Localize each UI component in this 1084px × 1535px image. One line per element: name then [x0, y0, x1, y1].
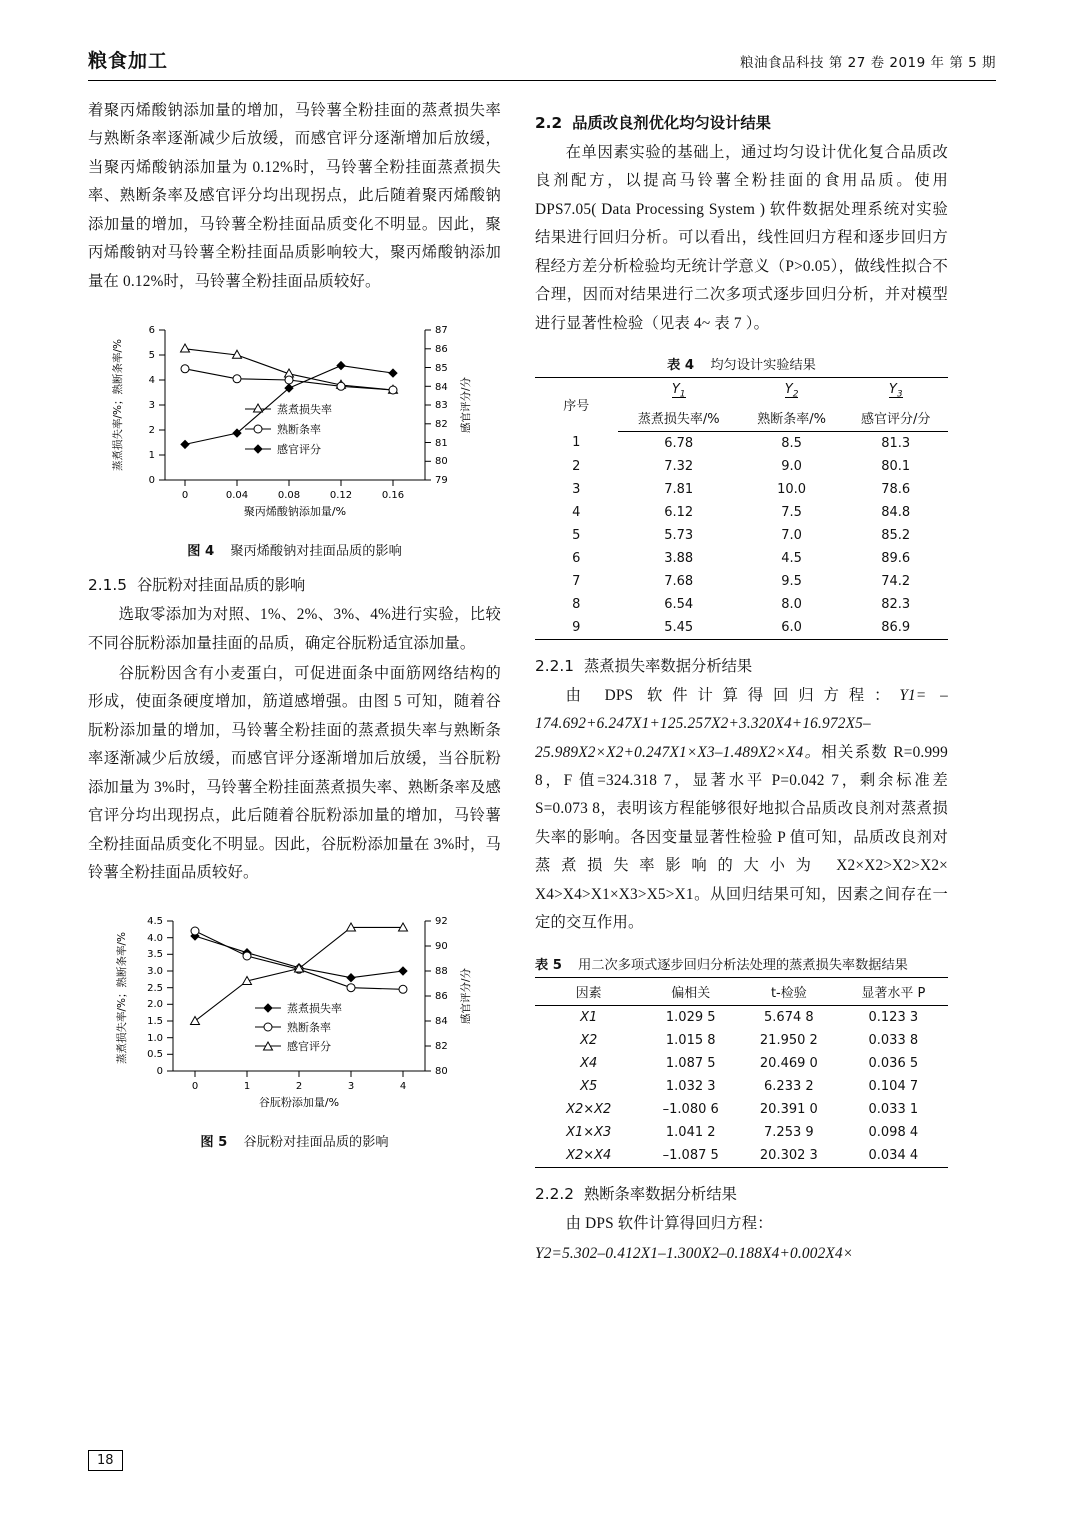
svg-text:1.5: 1.5 — [146, 1016, 163, 1028]
cell: 7.81 — [664, 481, 694, 497]
paragraph-222-1: 由 DPS 软件计算得回归方程： — [565, 1214, 773, 1232]
svg-text:3.0: 3.0 — [146, 966, 163, 978]
section-2-2-2-title: 熟断条率数据分析结果 — [583, 1184, 737, 1203]
svg-text:3: 3 — [347, 1081, 354, 1093]
svg-text:2: 2 — [148, 425, 155, 437]
cell: 80.1 — [881, 458, 911, 474]
svg-text:0: 0 — [156, 1066, 163, 1078]
svg-text:蒸煮损失率/%；熟断条率/%: 蒸煮损失率/%；熟断条率/% — [111, 339, 124, 472]
svg-text:79: 79 — [434, 475, 448, 487]
cell: 20.391 0 — [759, 1101, 818, 1117]
cell: X1×X3 — [566, 1124, 612, 1140]
cell: 8.0 — [781, 596, 802, 612]
cell: 4 — [572, 504, 581, 520]
cell: 0.098 4 — [868, 1124, 919, 1140]
figure-4-caption-text: 聚丙烯酸钠对挂面品质的影响 — [230, 544, 402, 560]
cell: 21.950 2 — [759, 1032, 818, 1048]
cell: X2×X4 — [535, 1144, 642, 1168]
table-row — [535, 501, 948, 524]
section-2-2-2-number: 2.2.2 — [535, 1184, 574, 1203]
cell: 85.2 — [881, 527, 911, 543]
svg-text:0.04: 0.04 — [225, 490, 248, 502]
cell: 0.033 8 — [868, 1032, 919, 1048]
cell: 3.88 — [664, 550, 694, 566]
svg-text:3.5: 3.5 — [146, 949, 163, 961]
cell: 1.041 2 — [665, 1124, 716, 1140]
table-4-header-y1: $Y_1$ — [618, 378, 740, 404]
table-5 — [535, 977, 948, 1168]
regression-formula-y1: Y1= –174.692+6.247X1+125.257X2+3.320X4+16.972X5–25.989X2×X2+0.247X1×X3–1.489X2×X4。 — [535, 686, 948, 761]
figure-4 — [88, 312, 501, 559]
table-4-header-y2: $Y_2$ — [740, 378, 844, 404]
figure-4-caption — [88, 540, 501, 559]
table-5-caption — [535, 954, 948, 973]
table-5-label: 表 5 — [535, 957, 562, 973]
svg-text:84: 84 — [434, 382, 448, 394]
cell: 0.034 4 — [839, 1144, 948, 1168]
figure-5-caption-text: 谷朊粉对挂面品质的影响 — [243, 1135, 389, 1151]
svg-text:0: 0 — [181, 490, 188, 502]
cell: 3 — [572, 481, 581, 497]
cell: 8 — [572, 596, 581, 612]
table-4 — [535, 377, 948, 640]
figure-5-label: 图 5 — [200, 1135, 228, 1151]
journal-section-title: 粮食加工 — [88, 50, 169, 72]
cell: 7 — [572, 573, 581, 589]
svg-text:2: 2 — [295, 1081, 302, 1093]
cell: 5.45 — [618, 616, 740, 640]
cell: 89.6 — [881, 550, 911, 566]
cell: 1.015 8 — [665, 1032, 716, 1048]
svg-text:蒸煮损失率: 蒸煮损失率 — [276, 403, 332, 417]
svg-text:92: 92 — [434, 916, 448, 928]
section-heading-2-2-2 — [535, 1182, 948, 1204]
table-5-header-p: 显著水平 P — [839, 977, 948, 1005]
table-4-subheader-y3: 感官评分/分 — [843, 404, 948, 432]
cell: 7.68 — [664, 573, 694, 589]
table-row — [535, 1029, 948, 1052]
section-2-1-5-title: 谷朊粉对挂面品质的影响 — [136, 576, 306, 595]
cell: 8.5 — [781, 435, 802, 451]
table-row — [535, 1098, 948, 1121]
section-2-1-5-number: 2.1.5 — [88, 576, 127, 595]
svg-text:81: 81 — [434, 438, 448, 450]
cell: 2 — [572, 458, 581, 474]
svg-text:1: 1 — [148, 450, 155, 462]
svg-text:0.16: 0.16 — [381, 490, 404, 502]
table-row — [535, 547, 948, 570]
cell: –1.080 6 — [662, 1101, 719, 1117]
svg-text:0.12: 0.12 — [329, 490, 352, 502]
cell: 86.9 — [843, 616, 948, 640]
svg-text:80: 80 — [434, 456, 448, 468]
paragraph-215-2: 谷朊粉因含有小麦蛋白，可促进面条中面筋网络结构的形成，使面条硬度增加，筋道感增强。由图 5 可知，随着谷朊粉添加量的增加，马铃薯全粉挂面的蒸煮损失率与熟断条率逐渐减少后放缓，而感官评分逐渐增加后放缓，当谷朊粉添加量为 3%时，马铃薯全粉挂面蒸煮损失率、熟断条率及感官评分均出现拐点，此后随着谷朊粉添加量的增加，马铃薯全粉挂面品质变化不明显。因此，谷朊粉添加量在 3%时，马铃薯全粉挂面品质较好。 — [88, 664, 501, 881]
section-heading-2-2-1 — [535, 654, 948, 676]
cell: 0.123 3 — [868, 1009, 919, 1025]
cell: 84.8 — [881, 504, 911, 520]
table-row — [535, 1005, 948, 1029]
cell: 7.0 — [781, 527, 802, 543]
cell: 78.6 — [881, 481, 911, 497]
table-row — [535, 1075, 948, 1098]
cell: 5.73 — [664, 527, 694, 543]
cell: 1 — [572, 435, 581, 451]
paragraph-221-1 — [535, 682, 948, 938]
table-5-header-ttest: t-检验 — [739, 977, 839, 1005]
figure-5 — [88, 903, 501, 1150]
paragraph-continuation: 着聚丙烯酸钠添加量的增加，马铃薯全粉挂面的蒸煮损失率与熟断条率逐渐减少后放缓，而感官评分逐渐增加后放缓，当聚丙烯酸钠添加量为 0.12%时，马铃薯全粉挂面蒸煮损失率、熟断条率及感官评分均出现拐点，此后随着聚丙烯酸钠添加量的增加，马铃薯全粉挂面品质变化不明显。因此，聚丙烯酸钠对马铃薯全粉挂面品质影响较大，聚丙烯酸钠添加量在 0.12%时，马铃薯全粉挂面品质较好。 — [88, 102, 501, 290]
table-row — [535, 431, 948, 455]
regression-discussion: 相关系数 R=0.999 8，F 值=324.318 7，显著水平 P=0.042 7，剩余标准差 S=0.073 8，表明该方程能够很好地拟合品质改良剂对蒸煮损失率的影响。各因变量显著性检验 P 值可知，品质改良剂对蒸煮损失率影响的大小为 X2×X2>X2>X2× X4>X4>X1×X3>X5>X1。从回归结果可知，因素之间存在一定的交互作用。 — [535, 743, 948, 932]
page-header — [88, 46, 996, 81]
cell: 7.5 — [781, 504, 802, 520]
cell: X2 — [580, 1032, 598, 1048]
table-4-subheader-y2: 熟断条率/% — [740, 404, 844, 432]
svg-text:87: 87 — [434, 325, 448, 337]
svg-text:0.5: 0.5 — [146, 1049, 163, 1061]
svg-text:感官评分/分: 感官评分/分 — [459, 377, 472, 434]
table-row — [535, 570, 948, 593]
section-2-2-1-number: 2.2.1 — [535, 656, 574, 675]
svg-text:0: 0 — [191, 1081, 198, 1093]
cell: 6.12 — [664, 504, 694, 520]
cell: X2×X2 — [566, 1101, 612, 1117]
cell: 5.674 8 — [764, 1009, 814, 1025]
paragraph-22-1: 在单因素实验的基础上，通过均匀设计优化复合品质改良剂配方，以提高马铃薯全粉挂面的食用品质。使用 DPS7.05( Data Processing System ) 软件数据处理系统对实验结果进行回归分析。可以看出，线性回归方程和逐步回归方程经方差分析检验均无统计学意义（P>0.05），做线性拟合不合理，因而对结果进行二次多项式逐步回归分析，并对模型进行显著性检验（见表 4~ 表 7 ）。 — [535, 144, 948, 332]
cell: 74.2 — [881, 573, 911, 589]
cell: 1.087 5 — [665, 1055, 716, 1071]
table-row — [535, 524, 948, 547]
svg-text:82: 82 — [434, 419, 448, 431]
svg-text:0.08: 0.08 — [277, 490, 300, 502]
svg-text:2.0: 2.0 — [146, 999, 163, 1011]
figure-4-label: 图 4 — [187, 544, 215, 560]
table-row — [535, 616, 948, 640]
figure-5-caption — [88, 1131, 501, 1150]
table-row — [535, 593, 948, 616]
cell: 6.78 — [664, 435, 694, 451]
cell: 20.302 3 — [739, 1144, 839, 1168]
table-5-caption-text: 用二次多项式逐步回归分析法处理的蒸煮损失率数据结果 — [578, 957, 908, 973]
figure-5-chart — [95, 903, 495, 1123]
cell: 5 — [572, 527, 581, 543]
svg-text:谷朊粉添加量/%: 谷朊粉添加量/% — [258, 1096, 339, 1110]
cell: 7.32 — [664, 458, 694, 474]
cell: 0.104 7 — [868, 1078, 919, 1094]
svg-text:1: 1 — [243, 1081, 250, 1093]
svg-text:感官评分/分: 感官评分/分 — [459, 968, 472, 1025]
cell: –1.087 5 — [642, 1144, 739, 1168]
svg-text:感官评分: 感官评分 — [286, 1040, 331, 1054]
cell: 20.469 0 — [759, 1055, 818, 1071]
cell: 9 — [535, 616, 618, 640]
svg-text:88: 88 — [434, 966, 448, 978]
svg-text:感官评分: 感官评分 — [276, 443, 321, 457]
cell: 7.253 9 — [764, 1124, 814, 1140]
cell: X5 — [580, 1078, 598, 1094]
svg-text:85: 85 — [434, 363, 448, 375]
cell: 6.54 — [664, 596, 694, 612]
svg-text:5: 5 — [148, 350, 155, 362]
svg-text:4.0: 4.0 — [146, 933, 163, 945]
cell: 0.033 1 — [868, 1101, 919, 1117]
svg-text:2.5: 2.5 — [146, 983, 163, 995]
section-2-2-1-title: 蒸煮损失率数据分析结果 — [583, 656, 753, 675]
cell: 9.0 — [781, 458, 802, 474]
section-2-2-title: 品质改良剂优化均匀设计结果 — [572, 114, 771, 132]
cell: 6.0 — [740, 616, 844, 640]
svg-text:82: 82 — [434, 1041, 448, 1053]
svg-text:6: 6 — [148, 325, 155, 337]
table-4-caption — [535, 354, 948, 373]
svg-text:蒸煮损失率: 蒸煮损失率 — [286, 1002, 342, 1016]
cell: X1 — [580, 1009, 598, 1025]
table-row — [535, 1121, 948, 1144]
svg-text:熟断条率: 熟断条率 — [286, 1021, 331, 1035]
table-row — [535, 1144, 948, 1168]
table-4-header-y3: $Y_3$ — [843, 378, 948, 404]
svg-text:1.0: 1.0 — [146, 1033, 163, 1045]
cell: 9.5 — [781, 573, 802, 589]
table-4-header-seq: 序号 — [535, 378, 618, 432]
cell: 6 — [572, 550, 581, 566]
svg-text:3: 3 — [148, 400, 155, 412]
svg-text:4: 4 — [148, 375, 155, 387]
svg-text:蒸煮损失率/%；熟断条率/%: 蒸煮损失率/%；熟断条率/% — [115, 932, 128, 1065]
svg-text:83: 83 — [434, 400, 448, 412]
svg-text:聚丙烯酸钠添加量/%: 聚丙烯酸钠添加量/% — [243, 505, 346, 519]
cell: 1.029 5 — [665, 1009, 716, 1025]
svg-text:80: 80 — [434, 1066, 448, 1078]
section-heading-2-1-5 — [88, 573, 501, 595]
table-5-header-factor: 因素 — [535, 977, 642, 1005]
table-4-subheader-y1: 蒸煮损失率/% — [618, 404, 740, 432]
cell: 82.3 — [881, 596, 911, 612]
page-number: 18 — [88, 1450, 123, 1471]
cell: 10.0 — [777, 481, 807, 497]
regression-intro: 由 DPS 软件计算得回归方程： — [565, 686, 900, 704]
svg-text:4: 4 — [399, 1081, 406, 1093]
cell: X4 — [580, 1055, 598, 1071]
cell: 0.036 5 — [868, 1055, 919, 1071]
left-column — [88, 97, 501, 1270]
svg-text:4.5: 4.5 — [146, 916, 163, 928]
two-column-body — [88, 97, 996, 1270]
cell: 1.032 3 — [665, 1078, 716, 1094]
cell: 81.3 — [881, 435, 911, 451]
svg-text:0: 0 — [148, 475, 155, 487]
right-column — [535, 97, 948, 1270]
svg-text:熟断条率: 熟断条率 — [276, 423, 321, 437]
cell: 6.233 2 — [764, 1078, 814, 1094]
table-5-header-partial: 偏相关 — [642, 977, 739, 1005]
figure-4-chart — [95, 312, 495, 532]
svg-text:84: 84 — [434, 1016, 448, 1028]
cell: 4.5 — [781, 550, 802, 566]
table-row — [535, 478, 948, 501]
section-2-2-number: 2.2 — [535, 114, 563, 132]
svg-text:86: 86 — [434, 991, 448, 1003]
paragraph-215-1: 选取零添加为对照、1%、2%、3%、4%进行实验，比较不同谷朊粉添加量挂面的品质，确定谷朊粉适宜添加量。 — [88, 606, 501, 652]
table-4-caption-text: 均匀设计实验结果 — [710, 358, 816, 374]
table-row — [535, 1052, 948, 1075]
regression-formula-y2: Y2=5.302–0.412X1–1.300X2–0.188X4+0.002X4× — [535, 1245, 854, 1263]
table-4-label: 表 4 — [667, 358, 695, 374]
journal-issue-info: 粮油食品科技 第 27 卷 2019 年 第 5 期 — [740, 55, 996, 71]
svg-text:86: 86 — [434, 344, 448, 356]
table-row — [535, 455, 948, 478]
section-heading-2-2 — [535, 111, 948, 133]
svg-text:90: 90 — [434, 941, 448, 953]
